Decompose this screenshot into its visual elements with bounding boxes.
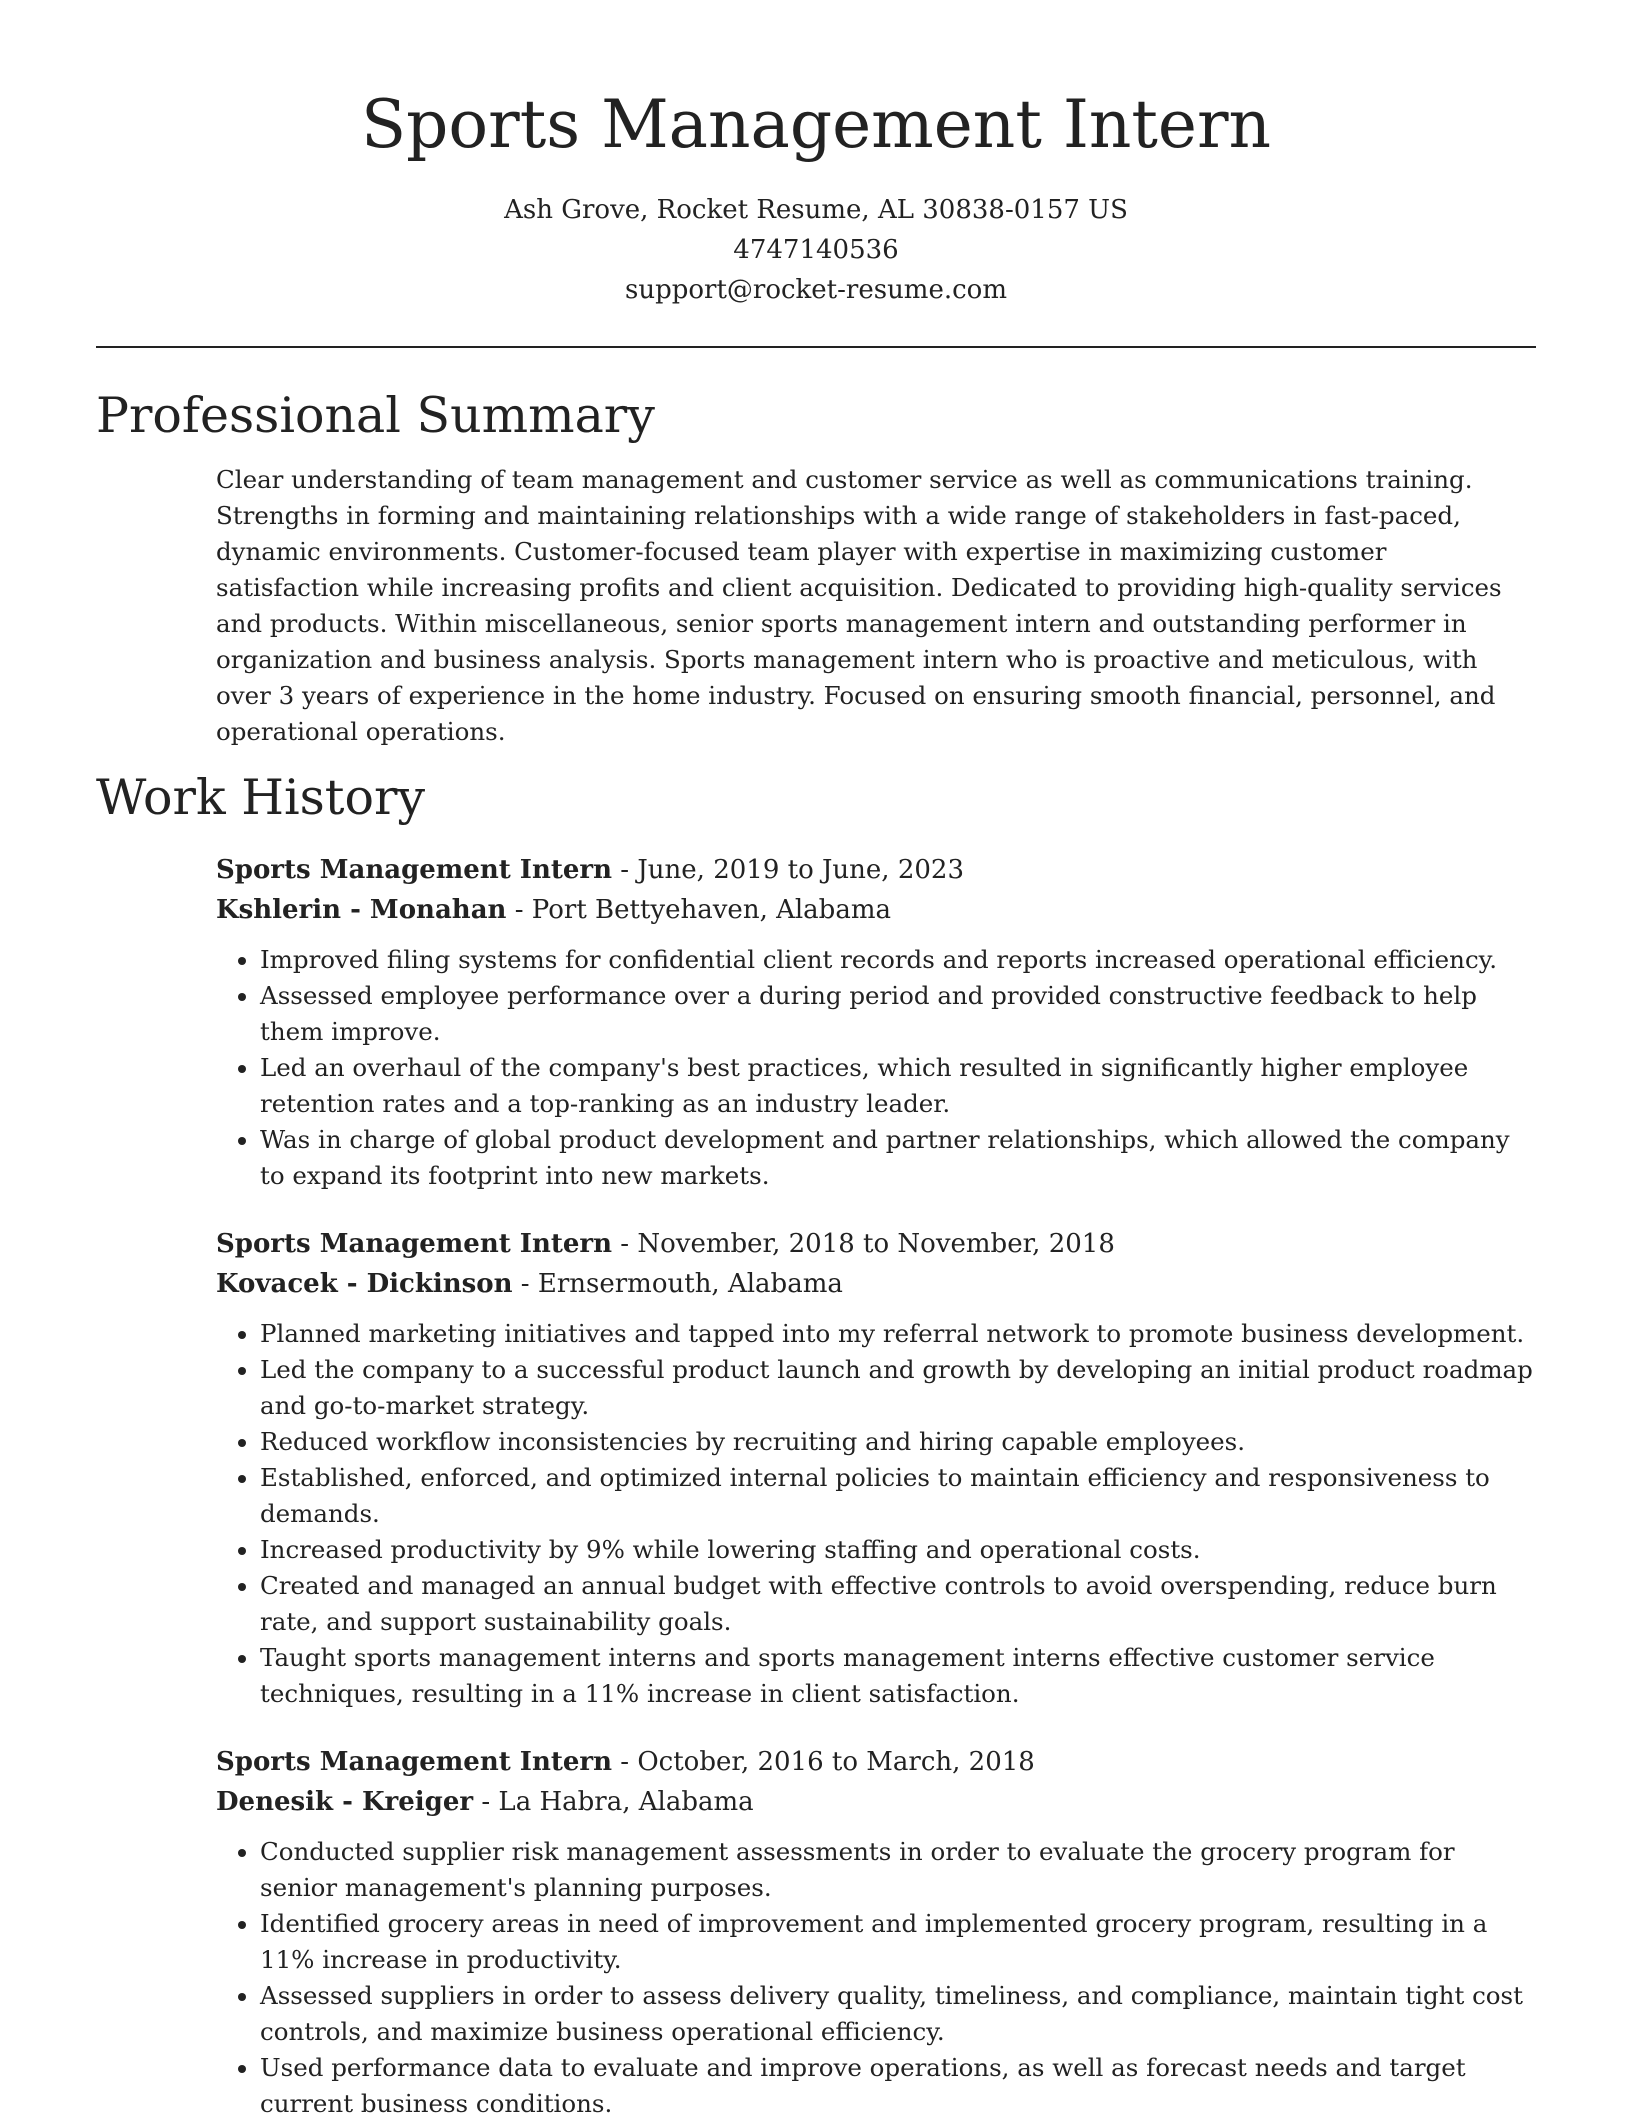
job-title-line (216, 1742, 1536, 1782)
contact-email: support@rocket-resume.com (624, 275, 1007, 305)
list-item: • Assessed suppliers in order to assess delivery quality, timeliness, and compliance, maintain tight cost controls, and maximize business operational efficiency. (260, 1978, 1536, 2050)
job-location: Port Bettyehaven, Alabama (531, 895, 891, 925)
candidate-name: Sports Management Intern (360, 86, 1272, 163)
job-entry (216, 1742, 1536, 2122)
job-entry (216, 850, 1536, 1194)
job-entry (216, 1224, 1536, 1712)
resume-header (96, 0, 1536, 310)
job-dates: October, 2016 to March, 2018 (637, 1747, 1035, 1777)
job-title: Sports Management Intern (216, 1229, 613, 1259)
summary-text: Clear understanding of team management and customer service as well as communications training. Strengths in forming and maintaining relationships with a wide range of stakeholders in fast-paced, dynamic environments. Customer-focused team player with expertise in maximizing customer satisfaction while increasing profits and client acquisition. Dedicated to providing high-quality services and products. Within miscellaneous, senior sports management intern and outstanding performer in organization and business analysis. Sports management intern who is proactive and meticulous, with over 3 years of experience in the home industry. Focused on ensuring smooth financial, personnel, and operational operations. (216, 465, 1502, 746)
list-item: • Conducted supplier risk management assessments in order to evaluate the grocery program for senior management's planning purposes. (260, 1834, 1536, 1906)
job-company: Kovacek - Dickinson (216, 1269, 513, 1299)
list-item: • Improved filing systems for confidential client records and reports increased operational efficiency. (260, 942, 1536, 978)
list-item: • Created and managed an annual budget with effective controls to avoid overspending, reduce burn rate, and support sustainability goals. (260, 1568, 1536, 1640)
job-location: La Habra, Alabama (498, 1787, 754, 1817)
job-bullets (216, 942, 1536, 1194)
list-item: • Reduced workflow inconsistencies by recruiting and hiring capable employees. (260, 1424, 1536, 1460)
list-item: • Identified grocery areas in need of improvement and implemented grocery program, resulting in a 11% increase in productivity. (260, 1906, 1536, 1978)
separator: - (512, 1269, 538, 1299)
job-title-line (216, 1224, 1536, 1264)
list-item: • Was in charge of global product development and partner relationships, which allowed the company to expand its footprint into new markets. (260, 1122, 1536, 1194)
job-title: Sports Management Intern (216, 1747, 613, 1777)
separator: - (612, 1229, 638, 1259)
job-title-line (216, 850, 1536, 890)
job-company-line (216, 1782, 1536, 1822)
contact-phone: 4747140536 (733, 235, 899, 265)
list-item: • Planned marketing initiatives and tapped into my referral network to promote business development. (260, 1316, 1536, 1352)
job-bullets (216, 1834, 1536, 2122)
separator: - (506, 895, 532, 925)
contact-block (96, 190, 1536, 310)
job-title: Sports Management Intern (216, 855, 613, 885)
job-company-line (216, 1264, 1536, 1304)
separator: - (612, 855, 638, 885)
header-divider (96, 346, 1536, 348)
section-title-summary: Professional Summary (96, 387, 655, 444)
work-history-list (96, 850, 1536, 2122)
job-bullets (216, 1316, 1536, 1712)
list-item: • Led an overhaul of the company's best practices, which resulted in significantly higher employee retention rates and a top-ranking as an industry leader. (260, 1050, 1536, 1122)
list-item: • Taught sports management interns and sports management interns effective customer service techniques, resulting in a 11% increase in client satisfaction. (260, 1640, 1536, 1712)
separator: - (612, 1747, 638, 1777)
separator: - (473, 1787, 499, 1817)
job-company-line (216, 890, 1536, 930)
list-item: • Led the company to a successful product launch and growth by developing an initial product roadmap and go-to-market strategy. (260, 1352, 1536, 1424)
job-location: Ernsermouth, Alabama (537, 1269, 843, 1299)
list-item: • Increased productivity by 9% while lowering staffing and operational costs. (260, 1532, 1536, 1568)
job-dates: November, 2018 to November, 2018 (637, 1229, 1115, 1259)
job-company: Kshlerin - Monahan (216, 895, 507, 925)
contact-address: Ash Grove, Rocket Resume, AL 30838-0157 US (504, 195, 1128, 225)
section-title-work-history: Work History (96, 769, 426, 826)
job-company: Denesik - Kreiger (216, 1787, 474, 1817)
job-dates: June, 2019 to June, 2023 (637, 855, 964, 885)
list-item: • Assessed employee performance over a during period and provided constructive feedback to help them improve. (260, 978, 1536, 1050)
list-item: • Used performance data to evaluate and improve operations, as well as forecast needs and target current business conditions. (260, 2050, 1536, 2122)
list-item: • Established, enforced, and optimized internal policies to maintain efficiency and responsiveness to demands. (260, 1460, 1536, 1532)
